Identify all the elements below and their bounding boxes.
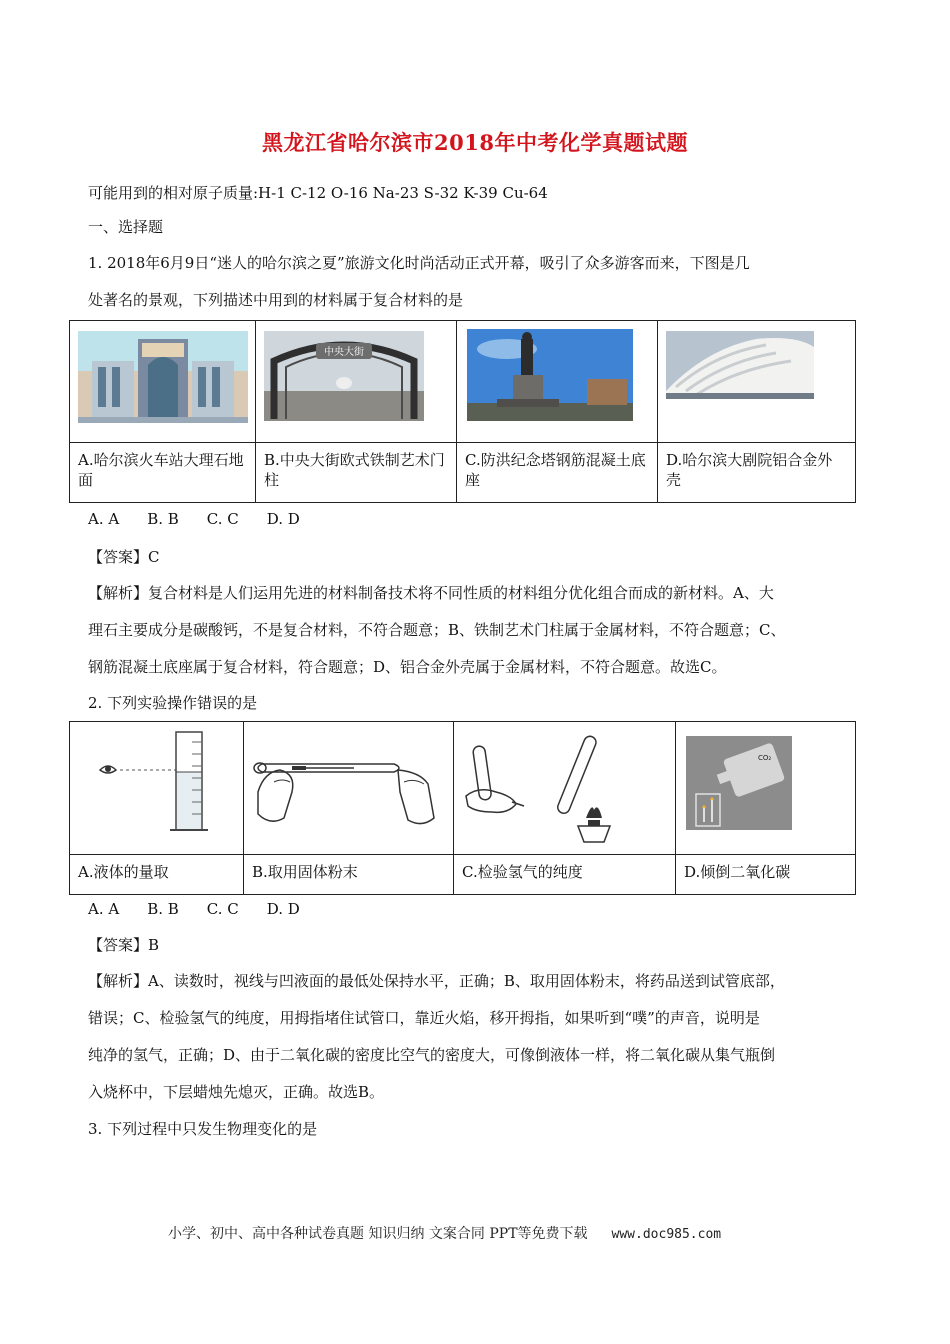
q2-choice-a: A. A — [88, 900, 120, 918]
q2-option-c: C.检验氢气的纯度 — [454, 855, 676, 895]
q1-image-cell-b — [256, 321, 457, 443]
footer-url[interactable]: www.doc985.com — [611, 1227, 722, 1242]
central-street-image — [264, 331, 424, 421]
q1-stem-line1: 1. 2018年6月9日“迷人的哈尔滨之夏”旅游文化时尚活动正式开幕，吸引了众多游客而来，下图是几 — [88, 254, 750, 272]
page-footer — [168, 1223, 721, 1243]
hydrogen-test-image — [454, 722, 672, 850]
q1-image-cell-a — [70, 321, 256, 443]
q1-choice-a: A. A — [88, 510, 120, 528]
q1-option-a: A.哈尔滨火车站大理石地面 — [70, 443, 256, 503]
q2-image-cell-c — [454, 722, 676, 855]
q1-option-c: C.防洪纪念塔钢筋混凝土底座 — [457, 443, 658, 503]
q2-option-a: A.液体的量取 — [70, 855, 244, 895]
q1-image-cell-d — [658, 321, 856, 443]
q2-analysis-line1: 【解析】A、读数时，视线与凹液面的最低处保持水平，正确；B、取用固体粉末，将药品送到试管底部， — [88, 972, 785, 990]
q1-analysis-line2: 理石主要成分是碳酸钙，不是复合材料，不符合题意；B、铁制艺术门柱属于金属材料，不符合题意；C、 — [88, 621, 786, 639]
q2-options-table — [69, 721, 856, 895]
q1-image-cell-c — [457, 321, 658, 443]
q1-analysis-line3: 钢筋混凝土底座属于复合材料，符合题意；D、铝合金外壳属于金属材料，不符合题意。故选C。 — [88, 658, 727, 676]
q2-analysis-line2: 错误；C、检验氢气的纯度，用拇指堵住试管口，靠近火焰，移开拇指，如果听到“噗”的声音，说明是 — [88, 1009, 760, 1027]
graduated-cylinder-image — [70, 722, 240, 850]
q1-choice-d: D. D — [266, 510, 300, 528]
q2-analysis-line4: 入烧杯中，下层蜡烛先熄灭，正确。故选B。 — [88, 1083, 385, 1101]
q1-analysis-line1: 【解析】复合材料是人们运用先进的材料制备技术将不同性质的材料组分优化组合而成的新材料。A、大 — [88, 584, 774, 602]
q2-choice-c: C. C — [206, 900, 239, 918]
q1-answer: 【答案】C — [88, 548, 160, 566]
flood-memorial-image — [467, 329, 633, 421]
q2-answer: 【答案】B — [88, 936, 160, 954]
q1-options-table — [69, 320, 856, 503]
grand-theatre-image — [666, 331, 814, 399]
q2-choices — [88, 900, 328, 918]
q3-stem: 3. 下列过程中只发生物理变化的是 — [88, 1120, 318, 1138]
railway-station-image — [78, 331, 248, 423]
q2-image-cell-d — [676, 722, 856, 855]
q1-choices — [88, 510, 328, 528]
q1-choice-c: C. C — [206, 510, 239, 528]
q2-image-cell-a — [70, 722, 244, 855]
atomic-masses: 可能用到的相对原子质量:H-1 C-12 O-16 Na-23 S-32 K-39 Cu-64 — [88, 184, 548, 202]
co2-label: CO₂ — [758, 754, 772, 762]
q2-option-d: D.倾倒二氧化碳 — [676, 855, 856, 895]
q1-stem-line2: 处著名的景观，下列描述中用到的材料属于复合材料的是 — [88, 291, 464, 309]
test-tube-powder-image — [244, 722, 450, 850]
q2-choice-d: D. D — [266, 900, 300, 918]
q2-option-b: B.取用固体粉末 — [244, 855, 454, 895]
q1-option-b: B.中央大街欧式铁制艺术门柱 — [256, 443, 457, 503]
q2-choice-b: B. B — [147, 900, 179, 918]
page-title: 黑龙江省哈尔滨市2018年中考化学真题试题 — [262, 130, 688, 155]
footer-text: 小学、初中、高中各种试卷真题 知识归纳 文案合同 PPT等免费下载 — [168, 1226, 588, 1242]
q2-image-cell-b — [244, 722, 454, 855]
sign-text: 中央大街 — [324, 347, 364, 358]
q1-choice-b: B. B — [147, 510, 179, 528]
section-heading: 一、选择题 — [88, 218, 164, 236]
pour-co2-image — [676, 722, 852, 850]
q2-stem: 2. 下列实验操作错误的是 — [88, 694, 258, 712]
q1-option-d: D.哈尔滨大剧院铝合金外壳 — [658, 443, 856, 503]
q2-analysis-line3: 纯净的氢气，正确；D、由于二氧化碳的密度比空气的密度大，可像倒液体一样，将二氧化碳从集气瓶倒 — [88, 1046, 776, 1064]
